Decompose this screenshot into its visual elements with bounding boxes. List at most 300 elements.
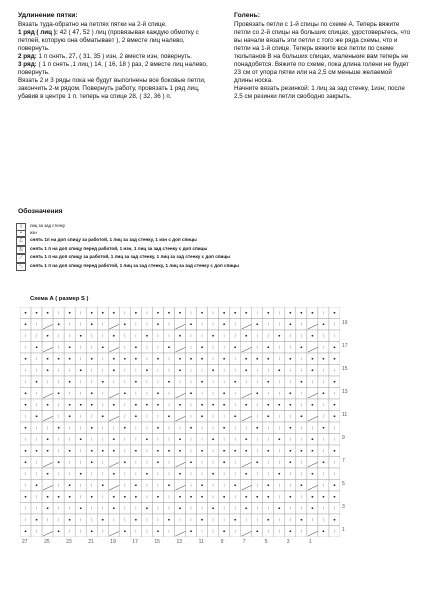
- purl-dot: [245, 369, 247, 371]
- column-number: 15: [154, 539, 160, 545]
- purl-dot: [58, 427, 60, 429]
- chart-cell: [108, 319, 119, 331]
- purl-dot: [245, 404, 247, 406]
- row-number: 15: [342, 365, 348, 372]
- purl-dot: [201, 519, 203, 521]
- chart-cell: [307, 319, 318, 331]
- purl-dot: [168, 415, 170, 417]
- purl-dot: [212, 369, 214, 371]
- purl-dot: [91, 404, 93, 406]
- purl-dot: [91, 450, 93, 452]
- purl-dot: [113, 496, 115, 498]
- purl-dot: [212, 404, 214, 406]
- purl-dot: [124, 530, 126, 532]
- legend-symbol-icon: ℛ: [16, 246, 26, 255]
- purl-dot: [135, 450, 137, 452]
- purl-dot: [36, 346, 38, 348]
- purl-dot: [323, 427, 325, 429]
- purl-dot: [312, 496, 314, 498]
- purl-dot: [300, 519, 302, 521]
- purl-dot: [124, 496, 126, 498]
- purl-dot: [223, 358, 225, 360]
- legend-text: снять 1 п на доп спицу перед работой, 1 лиц за зад стенку, 1 лиц за зад стенку с доп спицы: [30, 262, 239, 268]
- purl-dot: [146, 335, 148, 337]
- purl-dot: [25, 358, 27, 360]
- purl-dot: [157, 427, 159, 429]
- chart-cell: [108, 480, 119, 492]
- purl-dot: [102, 381, 104, 383]
- purl-dot: [157, 461, 159, 463]
- purl-dot: [36, 415, 38, 417]
- purl-dot: [323, 496, 325, 498]
- purl-dot: [323, 358, 325, 360]
- purl-dot: [69, 358, 71, 360]
- leg-paragraph-2: Начните вязать резинкой: 1 лиц за зад стенку, 1изн; после 2,5 см резинки петли свободно закрыть.: [234, 85, 405, 101]
- row-number: 19: [342, 319, 348, 326]
- purl-dot: [25, 427, 27, 429]
- column-number: 25: [44, 539, 50, 545]
- purl-dot: [47, 404, 49, 406]
- purl-dot: [256, 461, 258, 463]
- legend-symbol-icon: ℒ: [16, 237, 26, 246]
- purl-dot: [69, 484, 71, 486]
- purl-dot: [179, 369, 181, 371]
- purl-dot: [245, 438, 247, 440]
- purl-dot: [334, 415, 336, 417]
- purl-dot: [157, 312, 159, 314]
- purl-dot: [234, 519, 236, 521]
- purl-dot: [91, 496, 93, 498]
- row-number: 13: [342, 388, 348, 395]
- heel-extension-heading: Удлинение пятки:: [18, 12, 78, 19]
- purl-dot: [80, 507, 82, 509]
- purl-dot: [179, 358, 181, 360]
- purl-dot: [135, 346, 137, 348]
- chart-cell: [174, 388, 185, 400]
- purl-dot: [267, 415, 269, 417]
- purl-dot: [245, 312, 247, 314]
- chart-cell: [241, 480, 252, 492]
- purl-dot: [113, 358, 115, 360]
- chart-cell: [241, 342, 252, 354]
- purl-dot: [223, 404, 225, 406]
- purl-dot: [300, 312, 302, 314]
- purl-dot: [289, 450, 291, 452]
- leg-heading: Голень:: [234, 12, 261, 19]
- purl-dot: [201, 484, 203, 486]
- purl-dot: [102, 450, 104, 452]
- purl-dot: [47, 473, 49, 475]
- purl-dot: [289, 404, 291, 406]
- heel-intro: Вязать туда-обратно на петлях пятки на 2-й спице.: [18, 20, 167, 28]
- purl-dot: [157, 392, 159, 394]
- purl-dot: [312, 404, 314, 406]
- purl-dot: [25, 496, 27, 498]
- chart-cell: [42, 388, 53, 400]
- chart-cell: [42, 319, 53, 331]
- chart-cell: [241, 388, 252, 400]
- purl-dot: [323, 530, 325, 532]
- purl-dot: [135, 519, 137, 521]
- purl-dot: [223, 450, 225, 452]
- heel-row-1: [18, 29, 214, 53]
- row-3-label: 3 ряд:: [18, 61, 37, 69]
- purl-dot: [102, 415, 104, 417]
- purl-dot: [278, 404, 280, 406]
- purl-dot: [80, 438, 82, 440]
- purl-dot: [157, 323, 159, 325]
- row-number: 9: [342, 434, 345, 441]
- purl-dot: [334, 519, 336, 521]
- row-2-label: 2 ряд:: [18, 52, 37, 60]
- purl-dot: [300, 484, 302, 486]
- purl-dot: [312, 473, 314, 475]
- purl-dot: [168, 450, 170, 452]
- purl-dot: [58, 323, 60, 325]
- legend-item: [14, 262, 414, 271]
- purl-dot: [179, 312, 181, 314]
- purl-dot: [334, 484, 336, 486]
- legend-symbol-icon: •: [16, 230, 26, 238]
- purl-dot: [69, 519, 71, 521]
- purl-dot: [124, 427, 126, 429]
- purl-dot: [334, 346, 336, 348]
- chart-cell: [307, 457, 318, 469]
- purl-dot: [212, 507, 214, 509]
- legend-text: снять 1 п на доп спицу за работой, 1 лиц за зад стенку, 1 лиц за зад стенку с доп спицы: [30, 254, 231, 259]
- leg-paragraph-1: Провязать петли с 1-й спицы по схеме А. Теперь вяжите петли со 2-й спицы на больших спицах, удостоверьтесь, что вы начали вязать эти петли с того же ряда схемы, что и петли на 1-й спице. Теперь вяжите все петли по схеме тюльпанов В на больших спицах, маленькие вам теперь не понадобятся. Вяжите по схеме, пока длина голени не будет 23 см от упора пятки или на 2,5 см меньше желаемой длины носка.: [234, 20, 411, 85]
- legend-text: изн: [30, 229, 37, 235]
- chart-cell: [42, 411, 53, 423]
- purl-dot: [113, 335, 115, 337]
- purl-dot: [234, 381, 236, 383]
- purl-dot: [256, 358, 258, 360]
- purl-dot: [36, 312, 38, 314]
- purl-dot: [223, 312, 225, 314]
- heel-row-2: [18, 53, 214, 61]
- purl-dot: [36, 484, 38, 486]
- row-number: 17: [342, 342, 348, 349]
- leg-section: [234, 12, 412, 102]
- legend-item: [14, 253, 414, 262]
- chart-cell: [307, 388, 318, 400]
- purl-dot: [190, 496, 192, 498]
- chart-cell: [108, 411, 119, 423]
- purl-dot: [47, 450, 49, 452]
- purl-dot: [58, 461, 60, 463]
- legend-text: снять 1 п на доп спицу перед работой, 1 изн, 1 лиц за зад стенку с доп спицы: [30, 245, 208, 251]
- purl-dot: [102, 519, 104, 521]
- purl-dot: [223, 427, 225, 429]
- purl-dot: [312, 369, 314, 371]
- purl-dot: [223, 392, 225, 394]
- purl-dot: [289, 312, 291, 314]
- purl-dot: [47, 438, 49, 440]
- purl-dot: [91, 530, 93, 532]
- purl-dot: [223, 461, 225, 463]
- purl-dot: [146, 507, 148, 509]
- purl-dot: [312, 335, 314, 337]
- purl-dot: [69, 450, 71, 452]
- legend-symbol-icon: |: [16, 223, 26, 231]
- purl-dot: [135, 404, 137, 406]
- purl-dot: [256, 323, 258, 325]
- purl-dot: [323, 323, 325, 325]
- purl-dot: [91, 358, 93, 360]
- purl-dot: [289, 358, 291, 360]
- purl-dot: [334, 312, 336, 314]
- purl-dot: [223, 496, 225, 498]
- purl-dot: [267, 404, 269, 406]
- purl-dot: [168, 312, 170, 314]
- purl-dot: [58, 530, 60, 532]
- purl-dot: [278, 369, 280, 371]
- purl-dot: [201, 381, 203, 383]
- purl-dot: [300, 415, 302, 417]
- purl-dot: [113, 507, 115, 509]
- purl-dot: [212, 335, 214, 337]
- row-number: 5: [342, 480, 345, 487]
- purl-dot: [245, 473, 247, 475]
- purl-dot: [201, 415, 203, 417]
- purl-dot: [91, 392, 93, 394]
- column-number: 9: [220, 539, 224, 545]
- purl-dot: [25, 312, 27, 314]
- purl-dot: [256, 427, 258, 429]
- row-number: 11: [342, 411, 348, 418]
- scheme-title: Схема А ( размер S ): [30, 296, 89, 302]
- purl-dot: [146, 404, 148, 406]
- purl-dot: [69, 415, 71, 417]
- purl-dot: [69, 346, 71, 348]
- purl-dot: [113, 473, 115, 475]
- column-number: 11: [198, 539, 204, 545]
- purl-dot: [234, 450, 236, 452]
- purl-dot: [179, 404, 181, 406]
- column-number: 5: [264, 539, 268, 545]
- purl-dot: [113, 450, 115, 452]
- purl-dot: [80, 335, 82, 337]
- purl-dot: [245, 507, 247, 509]
- purl-dot: [135, 496, 137, 498]
- column-number: 23: [66, 539, 72, 545]
- purl-dot: [102, 312, 104, 314]
- purl-dot: [256, 392, 258, 394]
- purl-dot: [234, 346, 236, 348]
- column-number: 13: [176, 539, 183, 545]
- purl-dot: [245, 358, 247, 360]
- chart-cell: [174, 480, 185, 492]
- purl-dot: [47, 335, 49, 337]
- purl-dot: [124, 392, 126, 394]
- column-number: 21: [88, 539, 94, 545]
- purl-dot: [36, 450, 38, 452]
- chart-cell: [108, 388, 119, 400]
- purl-dot: [190, 358, 192, 360]
- purl-dot: [25, 404, 27, 406]
- legend-symbol-icon: ⟍: [16, 263, 26, 272]
- purl-dot: [334, 358, 336, 360]
- chart-cell: [108, 526, 119, 538]
- heel-repeat-text: Вязать 2 и 3 ряды пока не будут выполнены все боковые петли, закончить 2-м рядом. Повернуть работу, провязать 1 ряд лиц, убавив в центре 1 п. теперь на спице 28, ( 32, 36 ) п.: [18, 77, 206, 101]
- purl-dot: [267, 519, 269, 521]
- purl-dot: [267, 312, 269, 314]
- purl-dot: [289, 392, 291, 394]
- purl-dot: [267, 496, 269, 498]
- purl-dot: [168, 484, 170, 486]
- chart-cell: [174, 411, 185, 423]
- chart-grid: [20, 307, 340, 537]
- purl-dot: [201, 404, 203, 406]
- purl-dot: [267, 381, 269, 383]
- purl-dot: [113, 369, 115, 371]
- purl-dot: [201, 312, 203, 314]
- purl-dot: [25, 392, 27, 394]
- purl-dot: [223, 530, 225, 532]
- purl-dot: [25, 530, 27, 532]
- purl-dot: [190, 392, 192, 394]
- purl-dot: [69, 381, 71, 383]
- chart-cell: [241, 319, 252, 331]
- purl-dot: [179, 473, 181, 475]
- chart-cell: [307, 411, 318, 423]
- purl-dot: [47, 358, 49, 360]
- purl-dot: [25, 450, 27, 452]
- legend-text: снять 1п на доп спицу за работой, 1 лиц за зад стенку, 1 изн с доп спицы: [30, 237, 197, 242]
- purl-dot: [289, 427, 291, 429]
- legend-text: лиц за зад стенку: [30, 223, 66, 228]
- chart-cell: [307, 480, 318, 492]
- column-number: 27: [22, 539, 28, 545]
- legend-item: [14, 236, 414, 245]
- purl-dot: [135, 358, 137, 360]
- purl-dot: [168, 381, 170, 383]
- purl-dot: [201, 346, 203, 348]
- row-number: 1: [342, 526, 345, 533]
- purl-dot: [36, 381, 38, 383]
- purl-dot: [58, 496, 60, 498]
- purl-dot: [91, 312, 93, 314]
- purl-dot: [179, 438, 181, 440]
- chart-cell: [108, 457, 119, 469]
- purl-dot: [124, 323, 126, 325]
- purl-dot: [289, 323, 291, 325]
- purl-dot: [157, 450, 159, 452]
- purl-dot: [300, 450, 302, 452]
- heel-row-3: [18, 61, 214, 77]
- purl-dot: [80, 473, 82, 475]
- chart-cell: [42, 342, 53, 354]
- chart-cell: [42, 480, 53, 492]
- purl-dot: [102, 346, 104, 348]
- row-number: 3: [342, 503, 345, 510]
- purl-dot: [190, 427, 192, 429]
- chart-cell: [174, 342, 185, 354]
- chart-cell: [241, 526, 252, 538]
- purl-dot: [323, 461, 325, 463]
- purl-dot: [113, 312, 115, 314]
- purl-dot: [135, 312, 137, 314]
- purl-dot: [113, 404, 115, 406]
- column-number: 17: [132, 539, 138, 545]
- purl-dot: [278, 335, 280, 337]
- legend: [14, 223, 414, 270]
- purl-dot: [102, 484, 104, 486]
- purl-dot: [201, 358, 203, 360]
- column-numbers: [20, 539, 340, 547]
- purl-dot: [334, 381, 336, 383]
- purl-dot: [312, 507, 314, 509]
- purl-dot: [179, 496, 181, 498]
- purl-dot: [47, 496, 49, 498]
- purl-dot: [69, 404, 71, 406]
- row-1-label: 1 ряд ( лиц ):: [18, 28, 58, 36]
- purl-dot: [212, 438, 214, 440]
- purl-dot: [47, 312, 49, 314]
- purl-dot: [289, 461, 291, 463]
- legend-symbol-icon: ⟋: [16, 254, 26, 263]
- purl-dot: [201, 496, 203, 498]
- purl-dot: [323, 392, 325, 394]
- purl-dot: [190, 530, 192, 532]
- chart-cell: [174, 457, 185, 469]
- purl-dot: [234, 312, 236, 314]
- chart-cell: [307, 342, 318, 354]
- purl-dot: [278, 473, 280, 475]
- purl-dot: [267, 484, 269, 486]
- purl-dot: [201, 450, 203, 452]
- purl-dot: [212, 473, 214, 475]
- chart-cell: [241, 457, 252, 469]
- legend-item: [14, 245, 414, 254]
- purl-dot: [113, 438, 115, 440]
- purl-dot: [278, 507, 280, 509]
- purl-dot: [278, 438, 280, 440]
- column-number: 3: [286, 539, 290, 545]
- purl-dot: [190, 323, 192, 325]
- purl-dot: [91, 323, 93, 325]
- purl-dot: [47, 507, 49, 509]
- purl-dot: [69, 312, 71, 314]
- purl-dot: [25, 323, 27, 325]
- purl-dot: [312, 438, 314, 440]
- column-number: 19: [110, 539, 116, 545]
- purl-dot: [91, 427, 93, 429]
- purl-dot: [146, 369, 148, 371]
- purl-dot: [334, 496, 336, 498]
- purl-dot: [245, 335, 247, 337]
- purl-dot: [312, 358, 314, 360]
- purl-dot: [300, 381, 302, 383]
- row-3-text: ( 1 п снять ,1 лиц ) 14, ( 16, 18 ) раз, 2 вместе лиц налево, повернуть.: [18, 61, 208, 77]
- purl-dot: [245, 450, 247, 452]
- purl-dot: [157, 496, 159, 498]
- purl-dot: [289, 496, 291, 498]
- purl-dot: [223, 323, 225, 325]
- chart-cell: [174, 526, 185, 538]
- purl-dot: [168, 346, 170, 348]
- purl-dot: [179, 450, 181, 452]
- purl-dot: [179, 507, 181, 509]
- purl-dot: [135, 381, 137, 383]
- purl-dot: [124, 461, 126, 463]
- chart-cell: [307, 526, 318, 538]
- purl-dot: [146, 473, 148, 475]
- legend-title: Обозначения: [18, 208, 63, 215]
- row-2-text: 1 п снять, 27, ( 31, 35 ) изн, 2 вместе изн, повернуть.: [36, 52, 193, 60]
- purl-dot: [334, 404, 336, 406]
- purl-dot: [267, 346, 269, 348]
